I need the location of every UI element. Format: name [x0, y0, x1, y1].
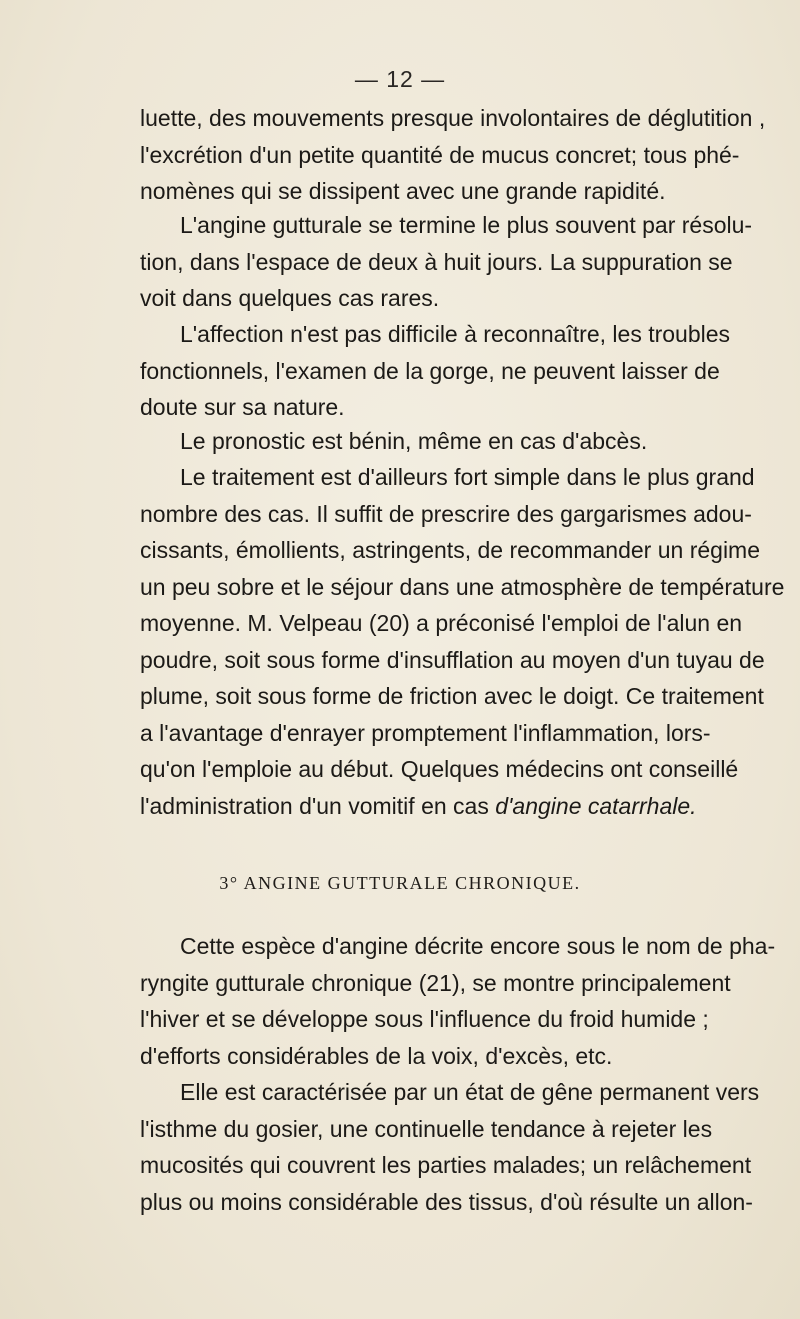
text-line: l'hiver et se développe sous l'influence du froid humide ; [140, 1006, 709, 1032]
paragraph-7 [140, 1074, 760, 1220]
text-line: Le traitement est d'ailleurs fort simple dans le plus grand [180, 464, 755, 490]
text-line: L'angine gutturale se termine le plus souvent par résolu- [180, 212, 753, 238]
section-heading: 3° ANGINE GUTTURALE CHRONIQUE. [219, 873, 581, 893]
page-number: — 12 — [354, 66, 446, 92]
text-line: l'isthme du gosier, une continuelle tendance à rejeter les [140, 1115, 713, 1142]
text-line: ryngite gutturale chronique (21), se montre principalement [140, 969, 731, 996]
paragraph-3 [140, 316, 731, 426]
text-line: nomènes qui se dissipent avec une grande rapidité. [140, 178, 666, 204]
text-line: l'excrétion d'un petite quantité de mucus concret; tous phé- [140, 141, 740, 168]
text-line: Elle est caractérisée par un état de gêne permanent vers [180, 1079, 760, 1105]
text-line: qu'on l'emploie au début. Quelques médecins ont conseillé [140, 756, 739, 782]
text-line: Le pronostic est bénin, même en cas d'abcès. [180, 428, 648, 454]
text-line: a l'avantage d'enrayer promptement l'inflammation, lors- [140, 719, 711, 746]
text-line: moyenne. M. Velpeau (20) a préconisé l'emploi de l'alun en [140, 610, 743, 636]
paragraph-6 [140, 928, 776, 1074]
text-line: doute sur sa nature. [140, 394, 345, 420]
text-line-final [140, 788, 700, 825]
text-line: mucosités qui couvrent les parties malades; un relâchement [140, 1152, 752, 1178]
text-line: L'affection n'est pas difficile à reconnaître, les troubles [180, 321, 731, 347]
text-line: plus ou moins considérable des tissus, d'où résulte un allon- [140, 1188, 753, 1215]
text-line: Cette espèce d'angine décrite encore sous le nom de pha- [180, 933, 776, 959]
paragraph-5 [140, 459, 785, 824]
paragraph-4 [140, 423, 700, 460]
text-line: cissants, émollients, astringents, de recommander un régime [140, 537, 761, 563]
text-line: voit dans quelques cas rares. [140, 285, 440, 311]
text-line: un peu sobre et le séjour dans une atmosphère de température [140, 573, 785, 600]
text-line: fonctionnels, l'examen de la gorge, ne peuvent laisser de [140, 357, 720, 384]
text-line: plume, soit sous forme de friction avec le doigt. Ce traitement [140, 683, 764, 709]
paragraph-2 [140, 207, 753, 317]
text-line: d'efforts considérables de la voix, d'excès, etc. [140, 1042, 613, 1069]
text-run: l'administration d'un vomitif en cas [140, 792, 496, 819]
text-line: poudre, soit sous forme d'insufflation au moyen d'un tuyau de [140, 646, 765, 673]
text-line: tion, dans l'espace de deux à huit jours. La suppuration se [140, 248, 733, 275]
italic-term: d'angine catarrhale. [495, 792, 697, 819]
text-line: nombre des cas. Il suffit de prescrire des gargarismes adou- [140, 500, 752, 527]
text-line: luette, des mouvements presque involontaires de déglutition , [140, 105, 766, 131]
paragraph-1 [140, 100, 766, 210]
